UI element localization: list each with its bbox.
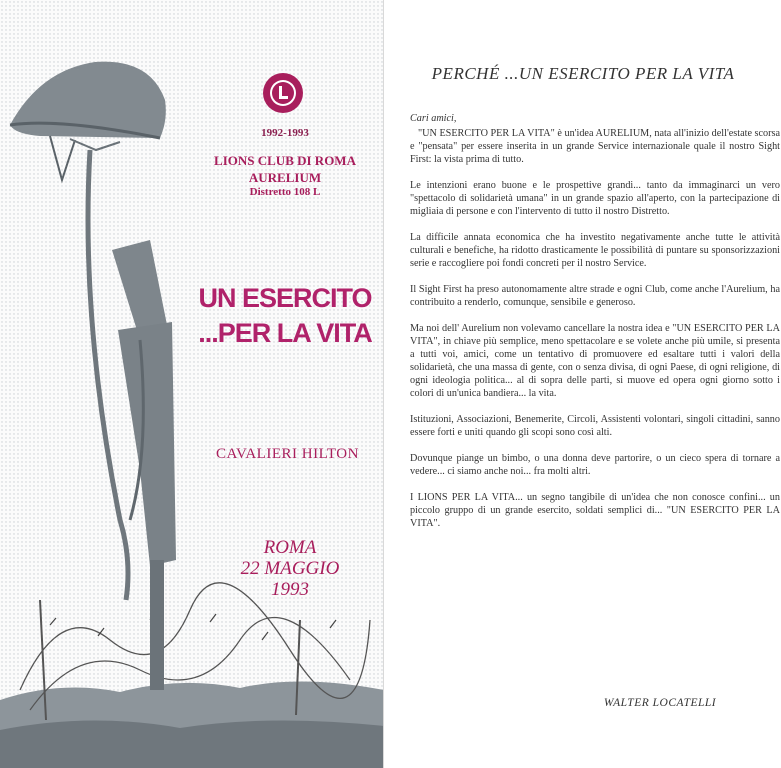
club-name-line1: LIONS CLUB DI ROMA [214,153,356,168]
letter-paragraph: Ma noi dell' Aurelium non volevamo cancellare la nostra idea e "UN ESERCITO PER LA VITA", in chiave più semplice, meno spettacolare e se volete anche più umile, si presenta a tutti voi, amici, come un tentativo di promuovere ed esaltare tutti i valori della solidarietà, che una massa di gente, con o senza divisa, di ogni Paese, di ogni religione, di ogni ideologia politica... al di sopra delle parti, si muove ed opera ogni giorno sotto i colori di un'unica bandiera... la vita. [410,323,780,399]
event-city: ROMA [263,537,317,558]
letter-paragraph: I LIONS PER LA VITA... un segno tangibile di un'idea che non conosce confini... un piccolo gruppo di un grande esercito, soldati semplici di... "UN ESERCITO PER LA VITA". [410,492,780,529]
letter-paragraph: "UN ESERCITO PER LA VITA" è un'idea AURELIUM, nata all'inizio dell'estate scorsa e "pensata" per essere inserita in un grande Service internazionale quale il nostro Sight First: la vista prima di tutto. [410,128,780,165]
cover-title-line1: UN ESERCITO [198,283,372,313]
letter-body [410,112,780,543]
club-name-line2: AURELIUM [248,170,322,185]
club-years: 1992-1993 [261,127,309,139]
event-date: 22 MAGGIO [240,558,340,579]
letter-salutation: Cari amici, [410,113,457,124]
letter-paragraph: La difficile annata economica che ha investito negativamente anche tutte le attività culturali e benefiche, ha ridotto drasticamente le possibilità di puntare su sponsorizzazioni serie e raccogliere poi fondi concreti per il nostro Service. [410,232,780,269]
cover-panel [0,0,384,768]
letter-paragraph: Dovunque piange un bimbo, o una donna deve partorire, o un cieco spera di tornare a vedere... ci siamo anche noi... fra molti altri. [410,453,780,477]
event-date-block [200,537,380,600]
club-district: Distretto 108 L [249,186,321,198]
letter-paragraph: Le intenzioni erano buone e le prospettive grandi... tanto da immaginarci un vero "spettacolo di solidarietà umana" in un grande spazio all'aperto, con la partecipazione di migliaia di persone e con l'intervento di tutto il nostro Distretto. [410,180,780,217]
soldier-memorial-illustration [0,0,384,768]
cover-title-line2: ...PER LA VITA [198,318,372,348]
event-venue: CAVALIERI HILTON [216,446,359,462]
letter-heading: PERCHÉ ...UN ESERCITO PER LA VITA [431,64,735,83]
letter-paragraph: Istituzioni, Associazioni, Benemerite, Circoli, Assistenti volontari, singoli cittadini, sanno essere forti e uniti quando gli scopi sono così alti. [410,414,780,438]
club-name [190,152,380,186]
letter-signature: WALTER LOCATELLI [603,697,717,709]
lions-emblem-icon [261,71,305,115]
event-year: 1993 [271,579,309,600]
letter-paragraph: Il Sight First ha preso autonomamente altre strade e ogni Club, come anche l'Aurelium, ha contribuito a renderlo, comunque, sensibile e generoso. [410,284,780,308]
